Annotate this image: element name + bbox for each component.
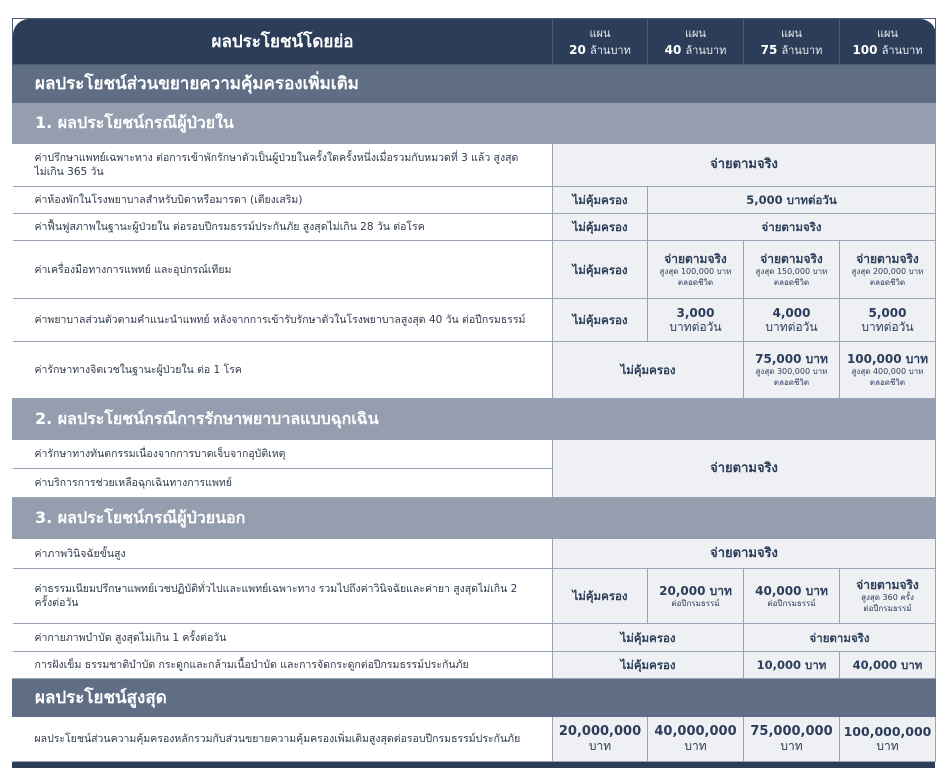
group1-heading: 1. ผลประโยชน์กรณีผู้ป่วยใน [13, 103, 936, 144]
bottom-bar [12, 762, 935, 768]
value-main: 100,000 บาท [846, 352, 929, 366]
value-cell [744, 299, 840, 342]
value-unit: บาท [780, 739, 803, 753]
value-sub: บาทต่อวัน [669, 320, 722, 334]
row-label: ค่าห้องพักในโรงพยาบาลสำหรับบิดาหรือมารดา (เตียงเสริม) [13, 187, 553, 214]
value-main: 40,000 บาท [755, 583, 828, 598]
table-row [13, 539, 936, 569]
table-header [13, 19, 936, 65]
value-cell: ไม่คุ้มครอง [553, 624, 744, 652]
value-main: จ่ายตามจริง [664, 251, 727, 266]
value-cell [840, 299, 936, 342]
plan-amount: 100 [852, 42, 878, 57]
value-main: 75,000 บาท [755, 352, 828, 366]
benefits-table [12, 18, 936, 762]
value-cell [553, 717, 648, 762]
value-cell [840, 241, 936, 299]
value-main: 100,000,000 [843, 724, 932, 739]
value-cell: ไม่คุ้มครอง [553, 241, 648, 299]
value-cell: จ่ายตามจริง [553, 539, 936, 569]
value-cell [840, 717, 936, 762]
table-row [13, 440, 936, 469]
value-sub: ตลอดชีวิต [773, 277, 810, 287]
value-unit: บาท [684, 739, 707, 753]
plan-amount: 40 [664, 42, 682, 57]
value-cell: จ่ายตามจริง [553, 440, 936, 498]
value-cell: จ่ายตามจริง [553, 144, 936, 187]
value-main: 20,000 บาท [659, 583, 732, 598]
row-label: ค่าบริการการช่วยเหลือฉุกเฉินทางการแพทย์ [13, 469, 553, 498]
plan-word: แผน [589, 26, 611, 40]
value-cell: 5,000 บาทต่อวัน [648, 187, 936, 214]
row-label: ค่าฟื้นฟูสภาพในฐานะผู้ป่วยใน ต่อรอบปีกรมธรรม์ประกันภัย สูงสุดไม่เกิน 28 วัน ต่อโรค [13, 214, 553, 241]
value-cell: ไม่คุ้มครอง [553, 299, 648, 342]
plan-unit: ล้านบาท [685, 43, 727, 57]
plan-unit: ล้านบาท [881, 43, 923, 57]
value-cell: 40,000 บาท [840, 652, 936, 679]
value-sub: สูงสุด 400,000 บาท [851, 367, 924, 376]
value-cell: 10,000 บาท [744, 652, 840, 679]
value-cell: ไม่คุ้มครอง [553, 187, 648, 214]
plan-word: แผน [684, 26, 707, 40]
value-main: 3,000 [676, 306, 715, 320]
plan-amount: 20 [569, 42, 586, 57]
table-row [13, 624, 936, 652]
table-row [13, 342, 936, 399]
value-sub: ต่อปีกรมธรรม์ [671, 598, 720, 608]
value-cell: จ่ายตามจริง [648, 214, 936, 241]
value-cell [744, 241, 840, 299]
table-row [13, 652, 936, 679]
value-cell: จ่ายตามจริง [744, 624, 936, 652]
value-sub: สูงสุด 100,000 บาท [659, 266, 732, 276]
value-cell [840, 569, 936, 624]
plan-75-header [744, 19, 840, 65]
plan-40-header [648, 19, 744, 65]
plan-unit: ล้านบาท [590, 43, 631, 57]
row-label: ค่ากายภาพบำบัด สูงสุดไม่เกิน 1 ครั้งต่อวัน [13, 624, 553, 652]
section-main-heading: ผลประโยชน์ส่วนขยายความคุ้มครองเพิ่มเติม [13, 65, 936, 103]
value-main: 20,000,000 [558, 724, 642, 739]
value-sub: สูงสุด 200,000 บาท [851, 266, 924, 276]
value-main: 75,000,000 [750, 724, 833, 739]
table-row [13, 569, 936, 624]
value-cell [648, 241, 744, 299]
value-sub: ต่อปีกรมธรรม์ [767, 598, 816, 608]
value-main: 40,000,000 [654, 724, 737, 739]
value-main: 5,000 [868, 306, 907, 320]
row-label: ค่ารักษาทางทันตกรรมเนื่องจากการบาดเจ็บจากอุบัติเหตุ [13, 440, 553, 469]
value-sub: ต่อปีกรมธรรม์ [863, 604, 912, 613]
table-row [13, 717, 936, 762]
group2-heading: 2. ผลประโยชน์กรณีการรักษาพยาบาลแบบฉุกเฉิน [13, 399, 936, 440]
table-row [13, 144, 936, 187]
value-main: จ่ายตามจริง [856, 251, 919, 266]
plan-unit: ล้านบาท [781, 43, 823, 57]
value-sub: สูงสุด 300,000 บาท [755, 367, 828, 376]
header-title: ผลประโยชน์โดยย่อ [13, 19, 553, 65]
value-main: จ่ายตามจริง [856, 578, 919, 592]
row-label: ค่าปรึกษาแพทย์เฉพาะทาง ต่อการเข้าพักรักษาตัวเป็นผู้ป่วยในครั้งใดครั้งหนึ่งเมื่อรวมกับหมวดที่ 3 แล้ว สูงสุดไม่เกิน 365 วัน [13, 144, 553, 187]
row-label: ค่าภาพวินิจฉัยขั้นสูง [13, 539, 553, 569]
row-label: ค่าเครื่องมือทางการแพทย์ และอุปกรณ์เทียม [13, 241, 553, 299]
row-label: ค่าพยาบาลส่วนตัวตามคำแนะนำแพทย์ หลังจากการเข้ารับรักษาตัวในโรงพยาบาลสูงสุด 40 วัน ต่อปีกรมธรรม์ [13, 299, 553, 342]
plan-20-header [553, 19, 648, 65]
value-sub: บาทต่อวัน [861, 320, 914, 334]
value-cell [840, 342, 936, 399]
value-sub: ตลอดชีวิต [773, 378, 810, 387]
table-row [13, 241, 936, 299]
value-cell [648, 299, 744, 342]
row-label: ค่าธรรมเนียมปรึกษาแพทย์เวชปฏิบัติทั่วไปและแพทย์เฉพาะทาง รวมไปถึงค่าวินิจฉัยและค่ายา สูงสุดไม่เกิน 2 ครั้งต่อวัน [13, 569, 553, 624]
value-sub: บาทต่อวัน [765, 320, 818, 334]
table-row [13, 299, 936, 342]
value-unit: บาท [588, 739, 612, 753]
group3-heading: 3. ผลประโยชน์กรณีผู้ป่วยนอก [13, 498, 936, 539]
value-cell [744, 717, 840, 762]
value-cell: ไม่คุ้มครอง [553, 214, 648, 241]
value-cell [648, 569, 744, 624]
value-cell: ไม่คุ้มครอง [553, 652, 744, 679]
row-label: การฝังเข็ม ธรรมชาติบำบัด กระดูกและกล้ามเนื้อบำบัด และการจัดกระดูกต่อปีกรมธรรม์ประกันภัย [13, 652, 553, 679]
plan-word: แผน [876, 26, 899, 40]
value-cell: ไม่คุ้มครอง [553, 342, 744, 399]
value-cell: ไม่คุ้มครอง [553, 569, 648, 624]
plan-100-header [840, 19, 936, 65]
value-cell [648, 717, 744, 762]
value-sub: สูงสุด 150,000 บาท [755, 266, 828, 276]
plan-amount: 75 [760, 42, 778, 57]
table-row [13, 214, 936, 241]
value-main: จ่ายตามจริง [760, 251, 823, 266]
value-sub: ตลอดชีวิต [677, 277, 714, 287]
table-row [13, 187, 936, 214]
max-benefit-heading: ผลประโยชน์สูงสุด [13, 679, 936, 717]
value-sub: สูงสุด 360 ครั้ง [861, 593, 914, 602]
value-cell [744, 342, 840, 399]
row-label: ค่ารักษาทางจิตเวชในฐานะผู้ป่วยใน ต่อ 1 โรค [13, 342, 553, 399]
benefits-table-container [12, 18, 935, 768]
value-main: 4,000 [772, 306, 811, 320]
plan-word: แผน [780, 26, 803, 40]
row-label: ผลประโยชน์ส่วนความคุ้มครองหลักรวมกับส่วนขยายความคุ้มครองเพิ่มเติมสูงสุดต่อรอบปีกรมธรรม์ประกันภัย [13, 717, 553, 762]
value-sub: ตลอดชีวิต [869, 277, 906, 287]
value-sub: ตลอดชีวิต [869, 378, 906, 387]
value-cell [744, 569, 840, 624]
value-unit: บาท [876, 739, 899, 753]
